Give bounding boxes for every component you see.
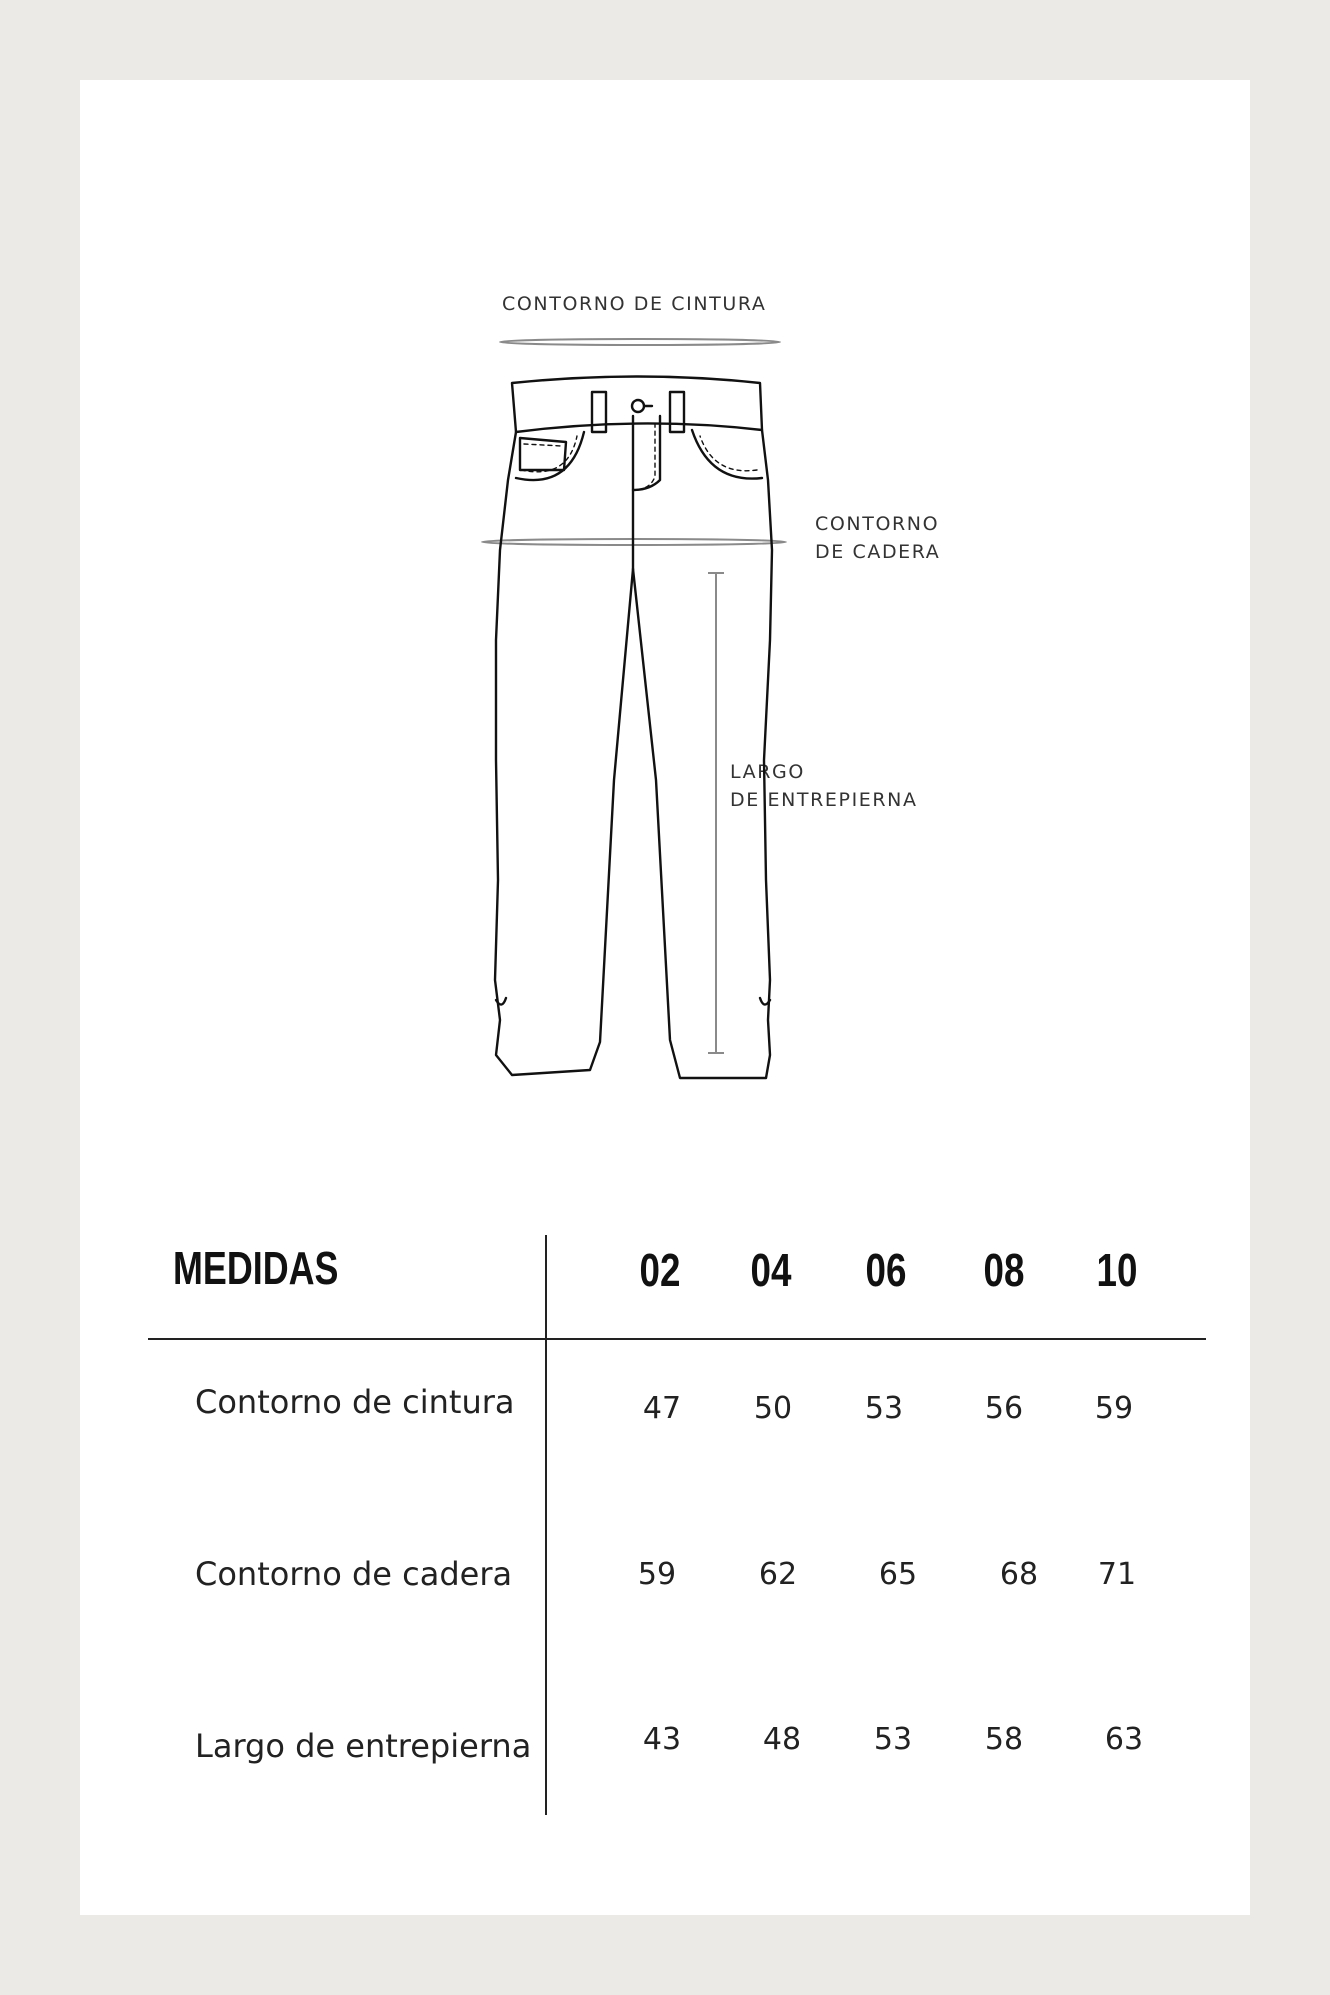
size-header-06: 06 [865,1244,907,1296]
size-header-08: 08 [983,1244,1025,1296]
table-cell: 43 [642,1722,682,1757]
waist-measure-line [500,339,780,345]
header-divider [148,1338,1206,1340]
table-cell: 68 [999,1557,1039,1592]
jeans-outline-icon [80,80,1250,1200]
row-label-hip: Contorno de cadera [195,1555,513,1593]
table-cell: 50 [753,1391,793,1426]
size-header-10: 10 [1096,1244,1138,1296]
table-cell: 71 [1097,1557,1137,1592]
table-cell: 62 [758,1557,798,1592]
table-cell: 59 [1094,1391,1134,1426]
row-label-waist: Contorno de cintura [195,1383,515,1421]
waist-label: CONTORNO DE CINTURA [502,293,767,315]
size-header-04: 04 [750,1244,792,1296]
table-cell: 58 [984,1722,1024,1757]
hip-label-line2: DE CADERA [815,541,941,563]
table-cell: 56 [984,1391,1024,1426]
size-header-02: 02 [639,1244,681,1296]
inseam-label-line2: DE ENTREPIERNA [730,789,918,811]
table-cell: 48 [762,1722,802,1757]
table-cell: 53 [864,1391,904,1426]
inseam-measure-line [708,573,724,1053]
size-guide-card [80,80,1250,1915]
hip-label-line1: CONTORNO [815,513,940,535]
jeans-diagram [80,80,1250,1200]
table-header-medidas: MEDIDAS [173,1242,339,1294]
table-cell: 65 [878,1557,918,1592]
row-label-inseam: Largo de entrepierna [195,1727,532,1765]
table-cell: 47 [642,1391,682,1426]
table-cell: 53 [873,1722,913,1757]
column-divider [545,1235,547,1815]
table-cell: 59 [637,1557,677,1592]
inseam-label-line1: LARGO [730,761,805,783]
table-cell: 63 [1104,1722,1144,1757]
